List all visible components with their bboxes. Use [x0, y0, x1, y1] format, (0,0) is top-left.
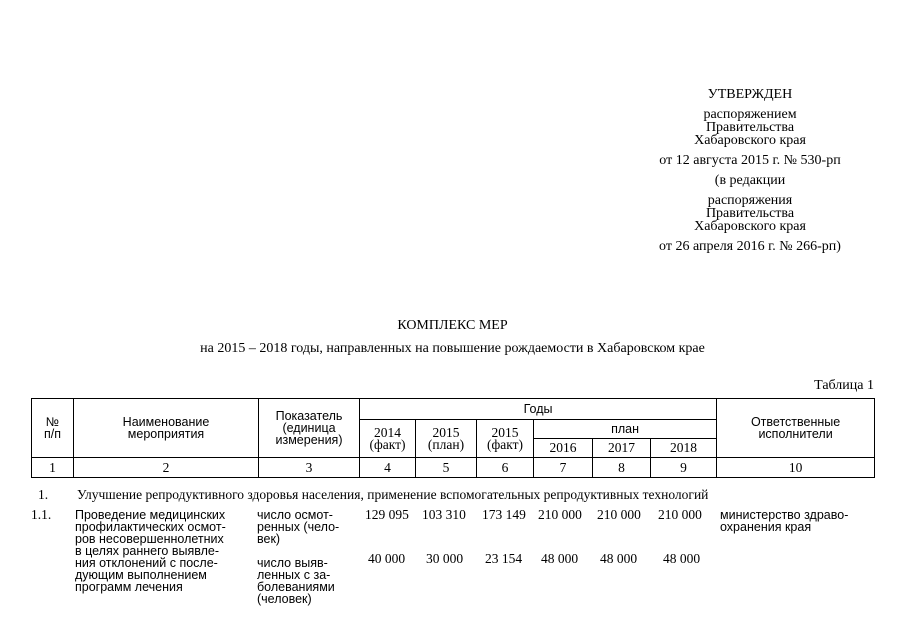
indicator-label: число выяв- ленных с за- болеваниями (человек): [257, 556, 335, 606]
column-number: 1: [32, 458, 74, 478]
approval-line: распоряжением: [703, 107, 797, 122]
indicator-label: число осмот- ренных (чело- век): [257, 508, 340, 546]
value-cell: 210 000: [658, 507, 702, 522]
approval-block: [600, 88, 900, 253]
header-2015-plan: 2015 (план): [416, 420, 477, 458]
value-cell: 23 154: [485, 551, 523, 566]
value-cell: 30 000: [426, 551, 464, 566]
header-plan: план: [534, 420, 717, 439]
header-2016: 2016: [534, 439, 593, 458]
approval-line: от 12 августа 2015 г. № 530-рп: [659, 153, 841, 168]
value-cell: 48 000: [600, 551, 638, 566]
approval-line: Правительства: [705, 206, 795, 221]
header-years: Годы: [360, 399, 717, 420]
header-2014-fact: 2014 (факт): [360, 420, 416, 458]
column-number: 6: [477, 458, 534, 478]
column-number: 4: [360, 458, 416, 478]
document-subtitle: на 2015 – 2018 годы, направленных на повышение рождаемости в Хабаровском крае: [200, 341, 705, 356]
header-2017: 2017: [593, 439, 651, 458]
item-number: 1.1.: [31, 507, 52, 522]
value-cell: 48 000: [663, 551, 701, 566]
item-name: Проведение медицинских профилактических осмот- ров несовершеннолетних в целях раннего выявле- ния отклонений с после- дующим выполнением программ лечения: [75, 508, 226, 594]
section-title: Улучшение репродуктивного здоровья населения, применение вспомогательных репродуктивных технологий: [77, 487, 709, 502]
approval-line: распоряжения: [707, 193, 793, 208]
approval-line: Хабаровского края: [694, 219, 806, 234]
document-title: КОМПЛЕКС МЕР: [397, 318, 508, 333]
column-number: 8: [593, 458, 651, 478]
value-cell: 210 000: [597, 507, 641, 522]
approval-title: УТВЕРЖДЕН: [707, 87, 793, 102]
value-cell: 40 000: [368, 551, 406, 566]
table-label: Таблица 1: [814, 378, 874, 393]
header-2018: 2018: [651, 439, 717, 458]
approval-line: (в редакции: [714, 173, 786, 188]
header-number: № п/п: [32, 399, 74, 458]
approval-line: Правительства: [705, 120, 795, 135]
column-number: 7: [534, 458, 593, 478]
responsible-executor: министерство здраво- охранения края: [720, 508, 849, 534]
measures-table: [31, 398, 875, 478]
value-cell: 103 310: [422, 507, 466, 522]
approval-line: от 26 апреля 2016 г. № 266-рп): [659, 239, 841, 254]
value-cell: 48 000: [541, 551, 579, 566]
header-responsible: Ответственные исполнители: [717, 399, 875, 458]
column-number: 5: [416, 458, 477, 478]
approval-line: Хабаровского края: [694, 133, 806, 148]
column-number: 2: [74, 458, 259, 478]
header-indicator: Показатель (единица измерения): [259, 399, 360, 458]
value-cell: 129 095: [365, 507, 409, 522]
column-number: 3: [259, 458, 360, 478]
column-number: 10: [717, 458, 875, 478]
value-cell: 173 149: [482, 507, 526, 522]
value-cell: 210 000: [538, 507, 582, 522]
column-number: 9: [651, 458, 717, 478]
section-number: 1.: [38, 487, 49, 502]
header-name: Наименование мероприятия: [74, 399, 259, 458]
header-2015-fact: 2015 (факт): [477, 420, 534, 458]
